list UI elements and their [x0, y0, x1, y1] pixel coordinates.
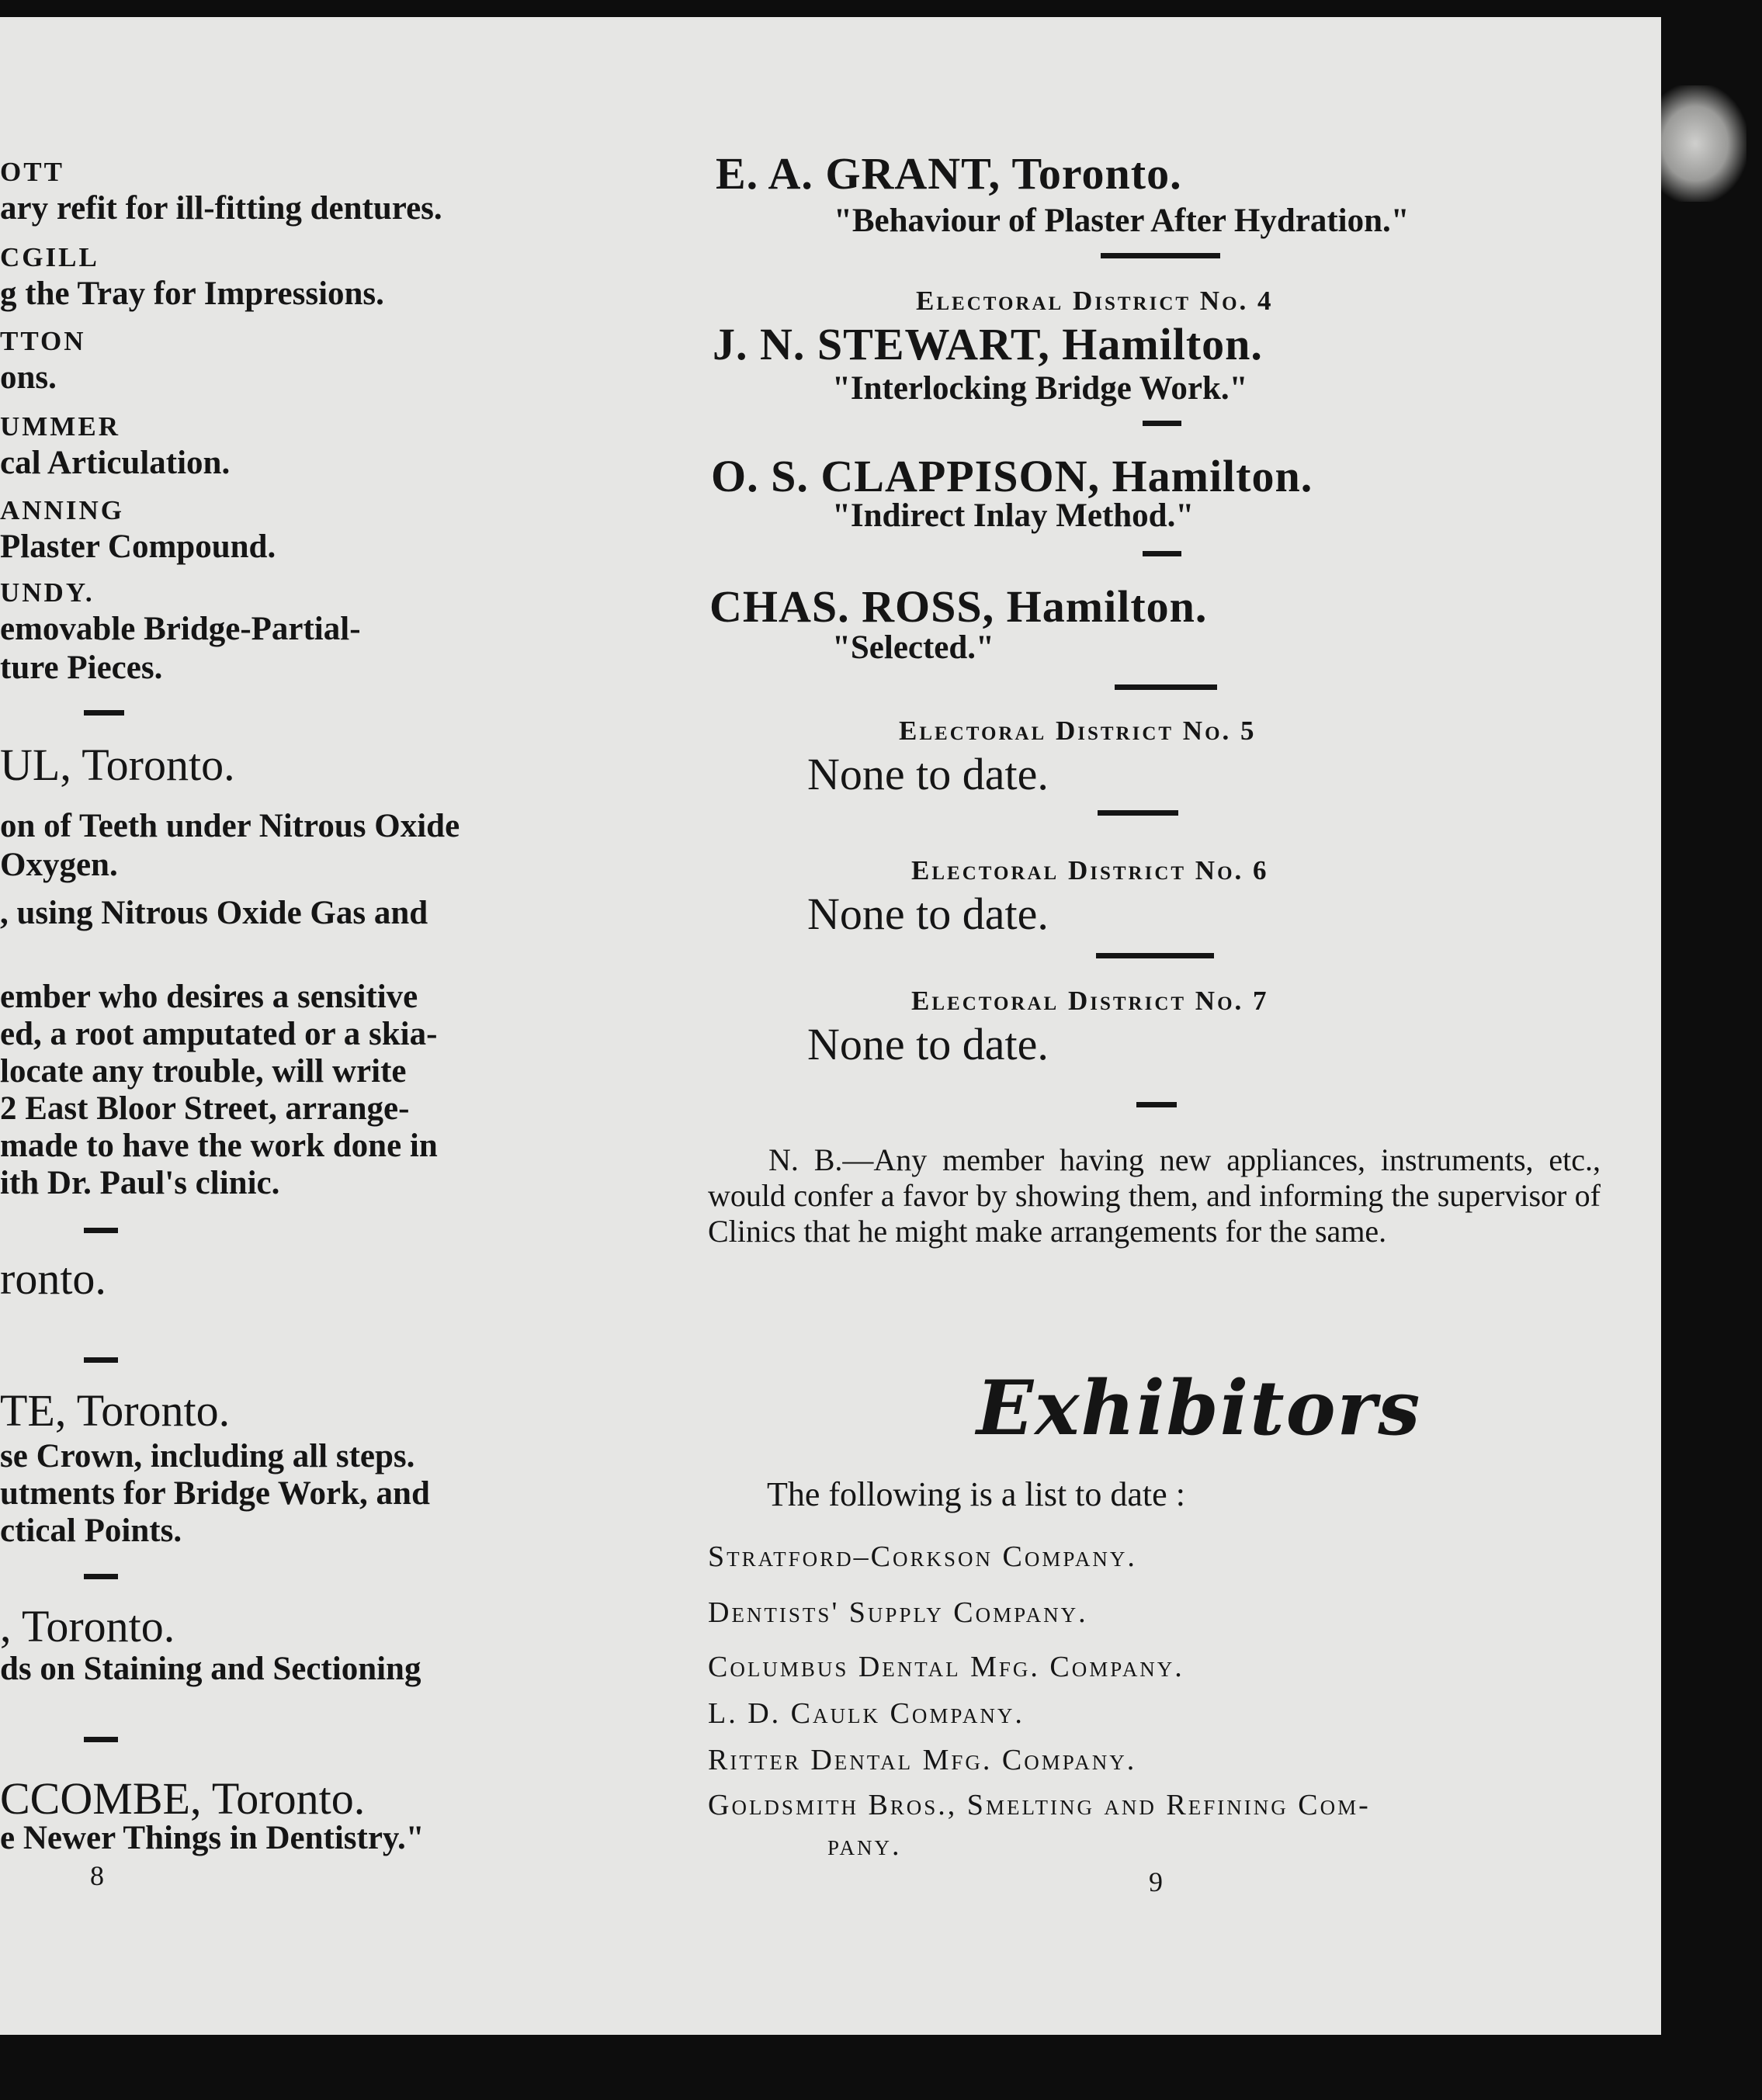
text-line: ctical Points.: [0, 1513, 182, 1549]
exhibitors-intro: The following is a list to date :: [767, 1475, 1185, 1513]
exhibitor-item: Columbus Dental Mfg. Company.: [708, 1651, 1184, 1683]
exhibitor-item: Ritter Dental Mfg. Company.: [708, 1744, 1137, 1776]
divider: [84, 1228, 118, 1233]
text-line: locate any trouble, will write: [0, 1053, 407, 1090]
clinic-topic: emovable Bridge-Partial-: [0, 611, 361, 647]
exhibitor-item: Dentists' Supply Company.: [708, 1596, 1088, 1629]
text-line: ed, a root amputated or a skia-: [0, 1016, 438, 1052]
district-heading: Electoral District No. 5: [899, 716, 1257, 746]
none-to-date: None to date.: [807, 749, 1049, 799]
exhibitor-item: Stratford–Corkson Company.: [708, 1540, 1137, 1573]
none-to-date: None to date.: [807, 1019, 1049, 1069]
divider: [1096, 953, 1214, 958]
divider: [84, 1357, 118, 1363]
text-line: Oxygen.: [0, 847, 118, 883]
clinician-heading: CHAS. ROSS, Hamilton.: [709, 581, 1208, 632]
clinician-heading: E. A. GRANT, Toronto.: [716, 148, 1182, 199]
district-heading: Electoral District No. 6: [911, 855, 1269, 885]
exhibitor-item-continued: pany.: [827, 1829, 902, 1862]
clinician-heading: O. S. CLAPPISON, Hamilton.: [711, 451, 1313, 501]
clinic-name: ANNING: [0, 495, 124, 525]
text-line: ith Dr. Paul's clinic.: [0, 1165, 280, 1201]
text-line: , using Nitrous Oxide Gas and: [0, 895, 428, 931]
nb-paragraph: N. B.—Any member having new appliances, instruments, etc., would confer a favor by showing them, and informing the supervisor of Clinics that he might make arrangements for the same.: [708, 1142, 1601, 1249]
clinician-heading: CCOMBE, Toronto.: [0, 1773, 366, 1824]
text-line: e Newer Things in Dentistry.": [0, 1820, 425, 1856]
clinician-heading: , Toronto.: [0, 1601, 175, 1651]
divider: [1143, 421, 1181, 426]
text-line: on of Teeth under Nitrous Oxide: [0, 808, 460, 844]
text-line: utments for Bridge Work, and: [0, 1475, 430, 1512]
text-line: 2 East Bloor Street, arrange-: [0, 1090, 410, 1127]
divider: [1115, 684, 1217, 690]
clinic-topic: ture Pieces.: [0, 650, 163, 686]
divider: [1101, 253, 1220, 258]
clinician-heading: J. N. STEWART, Hamilton.: [713, 319, 1263, 369]
text-line: ds on Staining and Sectioning: [0, 1651, 421, 1687]
text-line: made to have the work done in: [0, 1128, 438, 1164]
clinic-topic: Plaster Compound.: [0, 528, 276, 565]
clinic-topic: g the Tray for Impressions.: [0, 275, 384, 312]
clinic-topic: cal Articulation.: [0, 445, 231, 481]
clinician-heading: TE, Toronto.: [0, 1385, 231, 1436]
none-to-date: None to date.: [807, 889, 1049, 939]
divider: [1136, 1102, 1177, 1107]
clinic-name: UMMER: [0, 411, 120, 442]
exhibitors-title: Exhibitors: [976, 1364, 1422, 1452]
exhibitor-item: L. D. Caulk Company.: [708, 1697, 1025, 1730]
divider: [1098, 810, 1178, 816]
clinic-name: OTT: [0, 157, 64, 187]
clinic-topic: "Interlocking Bridge Work.": [832, 370, 1248, 407]
divider: [1143, 551, 1181, 556]
clinic-name: UNDY.: [0, 577, 95, 608]
district-heading: Electoral District No. 4: [916, 286, 1274, 316]
text-line: se Crown, including all steps.: [0, 1438, 415, 1475]
page-number: 9: [1149, 1866, 1163, 1897]
clinic-topic: "Indirect Inlay Method.": [832, 497, 1195, 534]
page-number: 8: [90, 1860, 104, 1891]
exhibitor-item: Goldsmith Bros., Smelting and Refining Com-: [708, 1789, 1371, 1821]
torn-edge: [1661, 85, 1746, 202]
clinic-topic: "Behaviour of Plaster After Hydration.": [834, 203, 1410, 239]
divider: [84, 710, 124, 716]
clinician-heading: ronto.: [0, 1253, 106, 1304]
clinic-name: TTON: [0, 326, 86, 356]
clinic-topic: ary refit for ill-fitting dentures.: [0, 190, 442, 227]
divider: [84, 1737, 118, 1742]
book-spread: [0, 17, 1661, 2035]
divider: [84, 1574, 118, 1579]
district-heading: Electoral District No. 7: [911, 986, 1269, 1016]
clinic-topic: ons.: [0, 359, 57, 396]
text-line: ember who desires a sensitive: [0, 979, 418, 1015]
clinic-topic: "Selected.": [832, 629, 994, 666]
clinic-name: CGILL: [0, 242, 99, 272]
clinician-heading: UL, Toronto.: [0, 740, 235, 790]
